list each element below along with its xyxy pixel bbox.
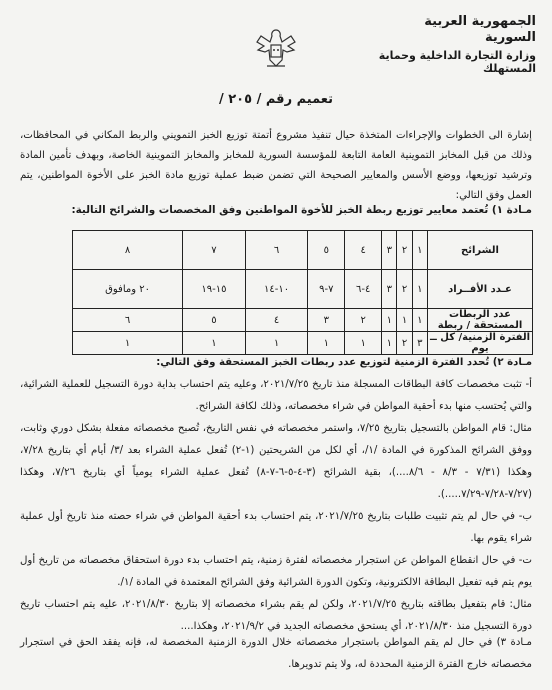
row-label-segment: الشرائح: [428, 231, 533, 270]
table-cell: ١: [412, 309, 427, 332]
table-cell: ١٠-١٤: [245, 270, 308, 309]
table-cell: ١: [345, 332, 382, 355]
article-2: [20, 352, 532, 638]
table-cell: ٦: [73, 309, 183, 332]
allocation-table: [72, 230, 533, 355]
article-2-clause-b: ب- في حال لم يتم تثبيت طلبات بتاريخ ٢٠٢١/٧/٢٥، يتم احتساب بدء أحقية المواطن في شراء حصته منذ تاريخ أول عملية شراء يقوم بها.: [20, 511, 532, 544]
table-row-segments: [73, 231, 533, 270]
table-cell: ٨: [73, 231, 183, 270]
table-cell: ٢٠ ومافوق: [73, 270, 183, 309]
table-cell: ٣: [382, 270, 397, 309]
table-cell: ١: [412, 231, 427, 270]
eagle-emblem-icon: [253, 22, 299, 72]
table-cell: ٤: [245, 309, 308, 332]
table-row-persons: [73, 270, 533, 309]
table-cell: ٣: [308, 309, 345, 332]
table-cell: ٤: [345, 231, 382, 270]
table-cell: ١: [308, 332, 345, 355]
table-cell: ١: [382, 309, 397, 332]
table-cell: ٢: [397, 231, 412, 270]
article-2-clause-c: ت- في حال انقطاع المواطن عن استجرار مخصصاته لفترة زمنية، يتم احتساب بدء دورة استحقاق مخصصاته من تاريخ أول يوم يتم فيه تفعيل البطاقة الالكترونية، وتكون الدورة الشرائية وفق الشرائح المعتمدة في المادة /١/.: [20, 555, 532, 588]
country-name: الجمهورية العربية السورية: [424, 14, 536, 46]
circular-number: تعميم رقم / ٢٠٥ /: [218, 92, 334, 107]
table-cell: ٤-٦: [345, 270, 382, 309]
table-cell: ٣: [382, 231, 397, 270]
article-2-example-1: مثال: قام المواطن بالتسجيل بتاريخ ٧/٢٥، واستمر مخصصاته في نفس التاريخ، تُصبح مخصصاته مفعلة بشكل دوري وثابت، ووفق الشرائح المذكورة في المادة /١/، أي لكل من الشريحتين (١-٢) تُفعل عملية الشراء بعد /٣/ أيام أي بتاريخ ٧/٢٨، وهكذا (٧/٣١ - ٨/٣ - ٨/٦....)، بقية الشرائح (٣-٤-٥-٦-٧-٨) تُفعل عملية الشراء يومياً أي بتاريخ ٧/٢٦، وهكذا (٧/٢٧-٧/٢٨-٧/٢٩.....).: [20, 423, 533, 500]
table-cell: ٢: [345, 309, 382, 332]
table-cell: ٢: [397, 332, 412, 355]
table-cell: ٧: [183, 231, 246, 270]
letterhead: [371, 14, 536, 76]
table-row-bundles: [73, 309, 533, 332]
table-cell: ٣: [412, 332, 427, 355]
table-cell: ٥: [308, 231, 345, 270]
table-cell: ١: [73, 332, 183, 355]
article-2-example-2: مثال: قام بتفعيل بطاقته بتاريخ ٢٠٢١/٧/٢٥، ولكن لم يقم بشراء مخصصاته إلا بتاريخ ٢٠٢١/٨/٣٠، عليه يتم احتساب تاريخ دورة التسجيل منذ ٢٠٢١/٨/٣٠، أي يستحق مخصصاته الجديد في ٢٠٢١/٩/٢، وهكذا....: [20, 599, 532, 632]
row-label-bundles: عدد الربطات المستحقة / ربطة: [428, 309, 533, 332]
table-cell: ٥: [183, 309, 246, 332]
intro-paragraph: إشارة الى الخطوات والإجراءات المتخذة حيال تنفيذ مشروع أتمتة توزيع الخبز التمويني والربط المكاني في المحافظات، وذلك من قبل المخابز التموينية العامة التابعة للمؤسسة السورية للمخابز والمخابز التموينية الخاصة، وبهدف تأمين المادة وترشيد توزيعها، ووضع الأسس والمعايير الصحيحة التي تضمن ضبط عملية توزيع مادة الخبز على الأخوة المواطنين، يتم العمل وفق التالي:: [20, 130, 532, 201]
table-cell: ١: [397, 309, 412, 332]
article-2-clause-a: أ- تثبت مخصصات كافة البطاقات المسجلة منذ تاريخ ٢٠٢١/٧/٢٥، وعليه يتم احتساب بداية دورة التسجيل للعملية الشرائية، والتي يُحتسب منها بدء أحقية المواطن في شراء مخصصاته، وذلك لكافة الشرائح.: [20, 379, 532, 412]
table-cell: ٦: [245, 231, 308, 270]
table-cell: ٢: [397, 270, 412, 309]
table-cell: ١: [183, 332, 246, 355]
table-cell: ١: [245, 332, 308, 355]
table-cell: ١: [412, 270, 427, 309]
article-1: مـادة ١) تُعتمد معايير توزيع ربطة الخبز للأخوة المواطنين وفق المخصصات والشرائح التالية:: [71, 204, 532, 216]
table-cell: ١٥-١٩: [183, 270, 246, 309]
ministry-name: وزارة التجارة الداخلية وحماية المستهلك: [378, 48, 536, 76]
article-2-title: مـادة ٢) تُحدد الفترة الزمنية لتوزيع عدد ربطات الخبز المستحقة وفق التالي:: [156, 357, 532, 368]
table-cell: ٧-٩: [308, 270, 345, 309]
row-label-period: الفترة الزمنية/ كل ــ يوم: [428, 332, 533, 355]
table-cell: ١: [382, 332, 397, 355]
article-3: مـادة ٣) في حال لم يقم المواطن باستجرار مخصصاته خلال الدورة الزمنية المخصصة له، فإنه يفقد الحق في استجرار مخصصاته خارج الفترة الزمنية المحددة له، ولا يتم تدويرها.: [20, 637, 532, 670]
row-label-persons: عـدد الأفــراد: [428, 270, 533, 309]
